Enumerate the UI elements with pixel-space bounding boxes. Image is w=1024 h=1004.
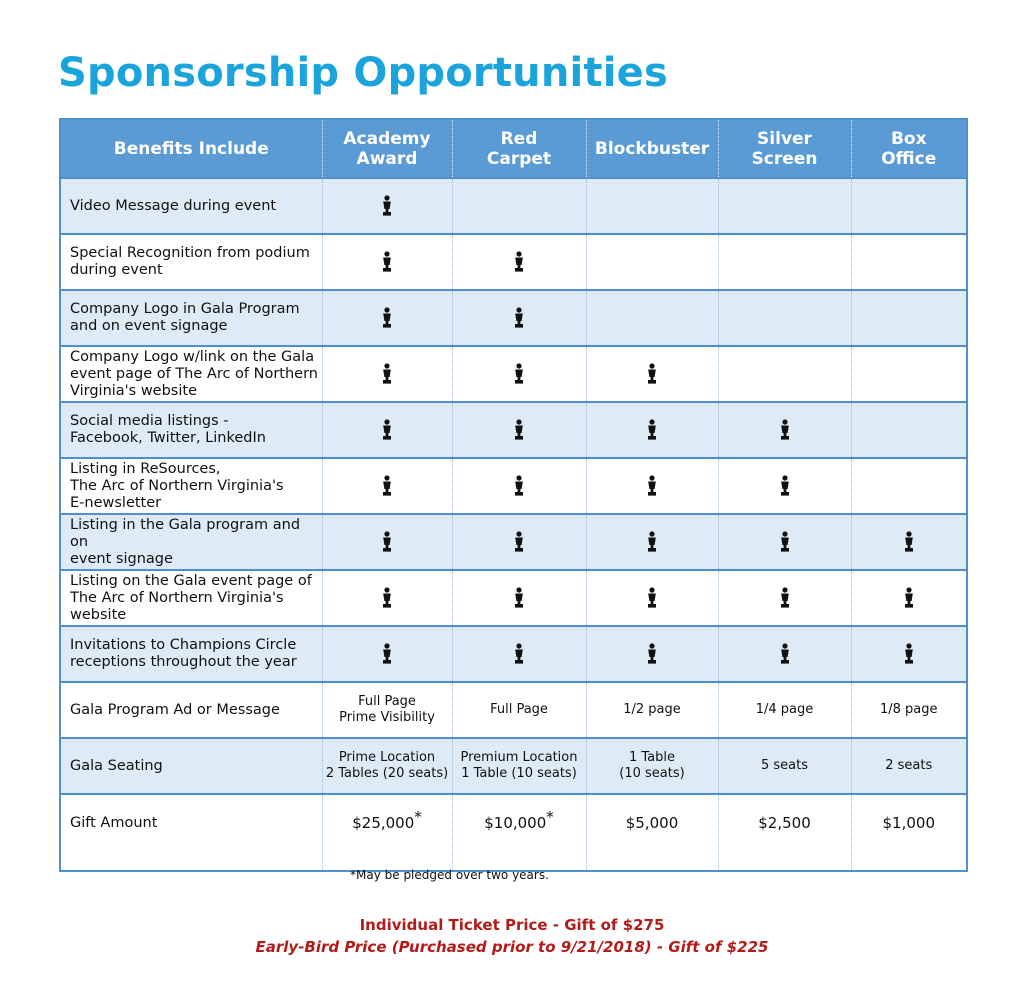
trophy-icon xyxy=(513,251,525,273)
trophy-icon xyxy=(513,531,525,553)
gift-amount-cell xyxy=(452,794,586,871)
early-bird-price: Early-Bird Price (Purchased prior to 9/21/2018) - Gift of $225 xyxy=(255,938,769,956)
trophy-icon xyxy=(381,531,393,553)
benefit-label-line: event page of The Arc of Northern xyxy=(70,365,318,382)
benefit-label-line: receptions throughout the year xyxy=(70,654,297,670)
tier-cell xyxy=(718,346,851,402)
tier-cell xyxy=(586,514,718,570)
sponsorship-table xyxy=(59,118,968,872)
tier-value xyxy=(718,738,851,794)
tier-cell xyxy=(718,570,851,626)
tier-cell xyxy=(586,458,718,514)
trophy-icon xyxy=(646,531,658,553)
trophy-icon xyxy=(381,195,393,217)
header-tier-2 xyxy=(452,119,586,178)
tier-cell xyxy=(452,234,586,290)
benefit-label-line: The Arc of Northern Virginia's xyxy=(70,477,284,494)
header-tier-3 xyxy=(586,119,718,178)
tier-value-line: 1/8 page xyxy=(879,702,938,717)
tier-value-line: Prime Visibility xyxy=(339,710,435,725)
tier-cell xyxy=(718,178,851,234)
benefit-label xyxy=(60,570,322,626)
tier-cell xyxy=(586,234,718,290)
tier-value xyxy=(452,738,586,794)
tier-cell xyxy=(851,570,967,626)
tier-cell xyxy=(851,178,967,234)
tier-cell xyxy=(322,234,452,290)
benefit-label: Gala Program Ad or Message xyxy=(60,682,322,738)
tier-cell xyxy=(586,178,718,234)
tier-value-line: 1 Table xyxy=(628,750,676,765)
tier-cell xyxy=(452,570,586,626)
gift-amount-cell xyxy=(718,794,851,871)
tier-cell xyxy=(452,514,586,570)
tier-cell xyxy=(322,626,452,682)
gift-amount-cell xyxy=(322,794,452,871)
header-label-line: Academy xyxy=(343,128,431,149)
header-label-line: Screen xyxy=(751,148,818,169)
header-label-line: Office xyxy=(881,148,937,169)
table-row xyxy=(60,402,967,458)
tier-cell xyxy=(718,458,851,514)
tier-value-line: 2 seats xyxy=(885,758,933,773)
header-label-line: Benefits Include xyxy=(113,138,269,159)
trophy-icon xyxy=(779,475,791,497)
tier-cell xyxy=(851,290,967,346)
tier-cell xyxy=(452,290,586,346)
gift-amount-cell xyxy=(851,794,967,871)
gift-amount: $1,000 xyxy=(882,814,935,832)
page-title: Sponsorship Opportunities xyxy=(58,50,668,96)
header-benefits xyxy=(60,119,322,178)
header-tier-4 xyxy=(718,119,851,178)
trophy-icon xyxy=(779,531,791,553)
trophy-icon xyxy=(513,363,525,385)
trophy-icon xyxy=(513,587,525,609)
tier-value-line: 2 Tables (20 seats) xyxy=(325,766,449,781)
gift-amount: $2,500 xyxy=(758,814,811,832)
benefit-label-line: website xyxy=(70,606,127,623)
ticket-price: Individual Ticket Price - Gift of $275 xyxy=(359,916,665,934)
trophy-icon xyxy=(779,587,791,609)
tier-cell xyxy=(718,402,851,458)
tier-cell xyxy=(586,626,718,682)
header-tier-5 xyxy=(851,119,967,178)
tier-value-line: Full Page xyxy=(490,702,548,717)
header-label-line: Award xyxy=(356,148,418,169)
trophy-icon xyxy=(646,419,658,441)
table-row xyxy=(60,290,967,346)
tier-cell xyxy=(718,514,851,570)
tier-cell xyxy=(718,626,851,682)
trophy-icon xyxy=(646,643,658,665)
tier-cell xyxy=(322,514,452,570)
trophy-icon xyxy=(779,419,791,441)
benefit-label-line: Special Recognition from podium xyxy=(70,245,310,261)
tier-value xyxy=(452,682,586,738)
tier-value xyxy=(586,682,718,738)
benefit-label-line: Social media listings - xyxy=(70,413,229,429)
trophy-icon xyxy=(381,363,393,385)
table-row xyxy=(60,514,967,570)
tier-cell xyxy=(851,402,967,458)
trophy-icon xyxy=(381,251,393,273)
tier-cell xyxy=(452,626,586,682)
tier-cell xyxy=(322,178,452,234)
trophy-icon xyxy=(381,475,393,497)
gift-amount: $25,000 xyxy=(352,814,415,832)
header-label-line: Box xyxy=(890,128,927,149)
trophy-icon xyxy=(513,643,525,665)
ad-row xyxy=(60,682,967,738)
trophy-icon xyxy=(381,419,393,441)
tier-cell xyxy=(452,178,586,234)
benefit-label-line: Listing in the Gala program and on xyxy=(70,516,301,550)
header-tier-1 xyxy=(322,119,452,178)
tier-cell xyxy=(452,402,586,458)
tier-value xyxy=(851,682,967,738)
benefit-label-line: E-newsletter xyxy=(70,494,162,511)
tier-cell xyxy=(322,570,452,626)
benefit-label xyxy=(60,458,322,514)
trophy-icon xyxy=(646,475,658,497)
trophy-icon xyxy=(381,307,393,329)
header-label-line: Carpet xyxy=(486,148,552,169)
tier-cell xyxy=(851,458,967,514)
gift-amount: $5,000 xyxy=(625,814,679,832)
tier-value xyxy=(586,738,718,794)
table-row xyxy=(60,178,967,234)
tier-cell xyxy=(322,458,452,514)
tier-cell xyxy=(718,290,851,346)
tier-cell xyxy=(452,458,586,514)
tier-cell xyxy=(586,346,718,402)
benefit-label-line: Listing in ReSources, xyxy=(70,460,221,477)
gift-amount-cell xyxy=(586,794,718,871)
benefit-label xyxy=(60,178,322,234)
header-label-line: Red xyxy=(500,128,538,149)
tier-value xyxy=(718,682,851,738)
tier-value-line: Full Page xyxy=(358,694,416,709)
pledge-asterisk: * xyxy=(414,808,422,826)
seating-row xyxy=(60,738,967,794)
tier-value-line: Premium Location xyxy=(460,750,578,765)
tier-cell xyxy=(586,290,718,346)
tier-cell xyxy=(322,402,452,458)
tier-cell xyxy=(586,570,718,626)
benefit-label: Gift Amount xyxy=(60,794,322,871)
pledge-asterisk: * xyxy=(546,808,554,826)
benefit-label-line: during event xyxy=(70,262,163,278)
benefit-label-line: The Arc of Northern Virginia's xyxy=(70,589,284,606)
tier-cell xyxy=(851,626,967,682)
tier-cell xyxy=(718,234,851,290)
header-label-line: Silver xyxy=(757,128,812,149)
tier-cell xyxy=(322,290,452,346)
benefit-label xyxy=(60,402,322,458)
trophy-icon xyxy=(513,307,525,329)
tier-cell xyxy=(851,234,967,290)
tier-cell xyxy=(851,346,967,402)
header-row xyxy=(60,119,967,178)
trophy-icon xyxy=(903,643,915,665)
pledge-note: *May be pledged over two years. xyxy=(350,868,549,882)
benefit-label-line: event signage xyxy=(70,550,173,567)
trophy-icon xyxy=(381,643,393,665)
benefit-label-line: Virginia's website xyxy=(70,382,197,399)
tier-value-line: Prime Location xyxy=(338,750,436,765)
benefit-label: Gala Seating xyxy=(60,738,322,794)
trophy-icon xyxy=(646,587,658,609)
table-row xyxy=(60,458,967,514)
trophy-icon xyxy=(381,587,393,609)
tier-cell xyxy=(586,402,718,458)
trophy-icon xyxy=(513,419,525,441)
tier-value xyxy=(322,682,452,738)
tier-cell xyxy=(851,514,967,570)
benefit-label-line: Invitations to Champions Circle xyxy=(70,637,297,653)
benefit-label xyxy=(60,234,322,290)
benefit-label-line: and on event signage xyxy=(70,318,228,334)
tier-cell xyxy=(452,346,586,402)
table-row xyxy=(60,234,967,290)
trophy-icon xyxy=(903,587,915,609)
tier-value-line: 1 Table (10 seats) xyxy=(461,766,577,781)
tier-value xyxy=(322,738,452,794)
trophy-icon xyxy=(779,643,791,665)
table-row xyxy=(60,626,967,682)
gift-row xyxy=(60,794,967,871)
benefit-label-line: Company Logo w/link on the Gala xyxy=(70,348,315,365)
table-row xyxy=(60,346,967,402)
tier-value-line: 1/2 page xyxy=(623,702,681,717)
trophy-icon xyxy=(646,363,658,385)
header-label-line: Blockbuster xyxy=(594,138,710,159)
benefit-label-line: Facebook, Twitter, LinkedIn xyxy=(70,430,266,446)
benefit-label-line: Video Message during event xyxy=(70,197,277,214)
tier-value-line: 5 seats xyxy=(760,758,808,773)
benefit-label xyxy=(60,346,322,402)
benefit-label xyxy=(60,514,322,570)
tier-cell xyxy=(322,346,452,402)
table-row xyxy=(60,570,967,626)
tier-value-line: 1/4 page xyxy=(755,702,814,717)
benefit-label xyxy=(60,290,322,346)
trophy-icon xyxy=(903,531,915,553)
trophy-icon xyxy=(513,475,525,497)
tier-value-line: (10 seats) xyxy=(619,766,685,781)
benefit-label-line: Company Logo in Gala Program xyxy=(70,301,300,317)
gift-amount: $10,000 xyxy=(484,814,547,832)
benefit-label-line: Listing on the Gala event page of xyxy=(70,572,312,589)
benefit-label xyxy=(60,626,322,682)
tier-value xyxy=(851,738,967,794)
